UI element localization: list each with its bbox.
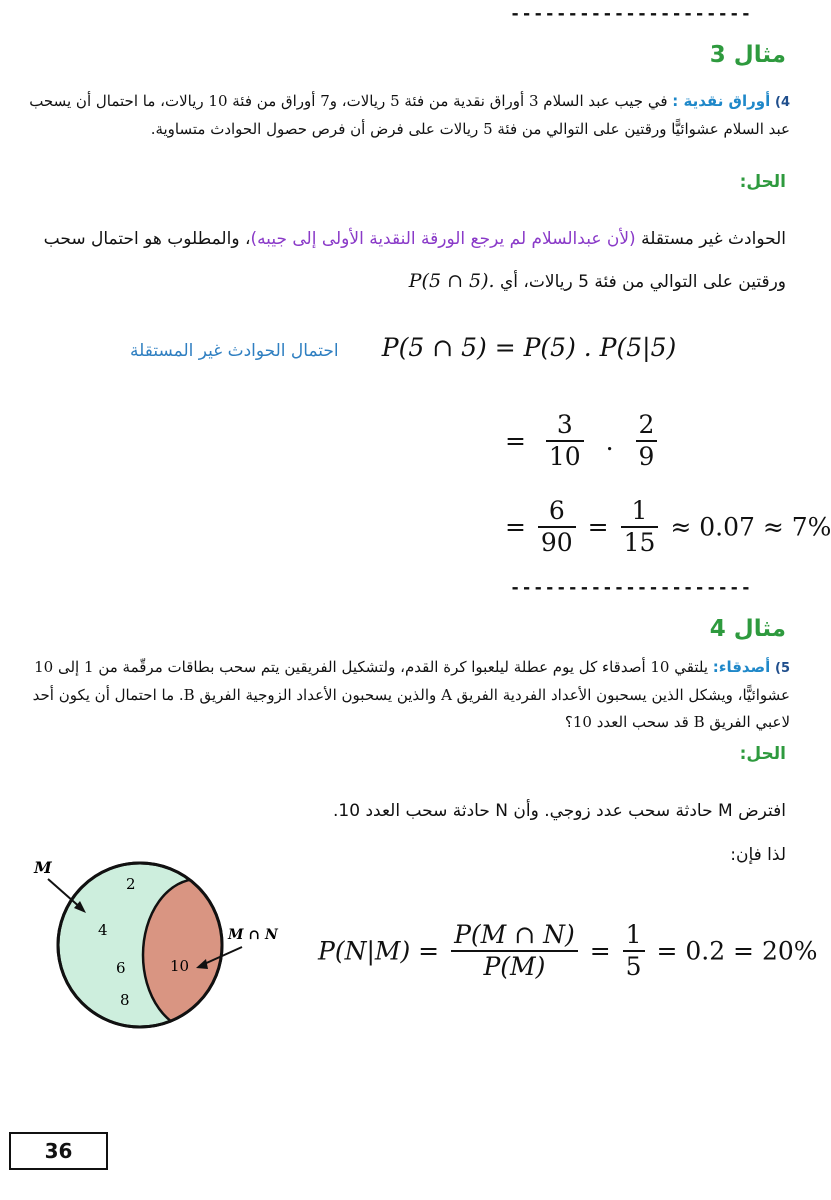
equation-1-row xyxy=(130,333,676,362)
problem-keyword: أوراق نقدية : xyxy=(672,92,771,110)
solution-text-2: ، والمطلوب هو احتمال سحب ورقتين على التوالي من فئة 5 ريالات، أي xyxy=(43,229,786,292)
number-6: 6 xyxy=(116,959,126,977)
number-8: 8 xyxy=(120,991,130,1009)
frac-denominator: 15 xyxy=(623,528,656,557)
frac-numerator: 2 xyxy=(636,410,658,442)
solution-text-1: الحوادث غير مستقلة xyxy=(635,229,786,249)
equation-1: P(5 ∩ 5) = P(5) . P(5|5) xyxy=(381,333,677,362)
assumption-text: افترض M حادثة سحب عدد زوجي. وأن N حادثة سحب العدد 10. xyxy=(333,801,786,821)
example-4-problem xyxy=(8,654,790,736)
frac-numerator: 1 xyxy=(623,920,645,952)
solution-label: الحل: xyxy=(739,172,786,192)
equation-3: = $\frac{6}{90}$ = $\frac{1}{15}$ ≈ 0.07 ≈ 7% xyxy=(505,496,831,557)
therefore-text: لذا فإن: xyxy=(730,845,786,865)
number-10: 10 xyxy=(170,957,190,975)
solution-label: الحل: xyxy=(739,744,786,764)
equation-lhs: P(N|M) = xyxy=(318,936,440,966)
venn-diagram xyxy=(20,855,300,1040)
set-n-region xyxy=(143,879,253,1031)
frac-denominator: 9 xyxy=(638,442,655,471)
label-m: M xyxy=(34,858,52,877)
solution-paragraph xyxy=(8,218,786,303)
separator-line: --------------------- xyxy=(510,4,753,24)
equation-2: = $\frac{3}{10}$ . $\frac{2}{9}$ xyxy=(505,410,661,472)
frac-denominator: 5 xyxy=(625,952,642,981)
frac-denominator: 90 xyxy=(540,528,573,557)
solution-expression: P(5 ∩ 5). xyxy=(408,270,495,292)
number-2: 2 xyxy=(126,875,136,893)
number-4: 4 xyxy=(98,921,108,939)
frac-numerator: P(M ∩ N) xyxy=(451,920,578,952)
problem-text: في جيب عبد السلام 3 أوراق نقدية من فئة 5 ريالات، و7 أوراق من فئة 10 ريالات، ما احتمال أن يسحب عبد السلام عشوائيًّا ورقتين على التوالي من فئة 5 ريالات على فرض أن فرص حصول الحوادث متساوية. xyxy=(29,92,790,138)
example-3-problem xyxy=(8,88,790,143)
frac-numerator: 6 xyxy=(538,496,576,528)
solution-text-note: (لأن عبدالسلام لم يرجع الورقة النقدية الأولى إلى جيبه) xyxy=(250,229,636,249)
frac-denominator: P(M) xyxy=(483,952,546,981)
separator-line: --------------------- xyxy=(510,578,753,598)
frac-denominator: 10 xyxy=(548,442,581,471)
dot-operator: . xyxy=(605,426,614,456)
frac-numerator: 1 xyxy=(621,496,659,528)
example-3-heading: مثال 3 xyxy=(709,42,786,68)
problem-number: 5) xyxy=(775,661,790,676)
equation-tail: = 0.2 = 20% xyxy=(656,936,818,966)
page-number-box: 36 xyxy=(9,1132,108,1170)
frac-numerator: 3 xyxy=(546,410,584,442)
label-m-cap-n: M ∩ N xyxy=(228,927,278,943)
problem-number: 4) xyxy=(775,95,790,110)
equation-note: احتمال الحوادث غير المستقلة xyxy=(130,341,339,361)
conditional-equation: P(N|M) = $\frac{P(M \cap N)}{P(M)}$ = $\frac{1}{5}$ = 0.2 = 20% xyxy=(318,920,818,981)
problem-text: يلتقي 10 أصدقاء كل يوم عطلة ليلعبوا كرة القدم، ولتشكيل الفريقين يتم سحب بطاقات مرقّمة من 1 إلى 10 عشوائيًّا، ويشكل الذين يسحبون الأعداد الفردية الفريق A والذين يسحبون الأعداد الزوجية الفريق B. ما احتمال أن يكون أحد لاعبي الفريق B قد سحب العدد 10؟ xyxy=(32,658,790,731)
equation-tail: ≈ 0.07 ≈ 7% xyxy=(670,512,831,542)
example-4-heading: مثال 4 xyxy=(709,616,786,642)
problem-keyword: أصدقاء: xyxy=(712,658,771,676)
